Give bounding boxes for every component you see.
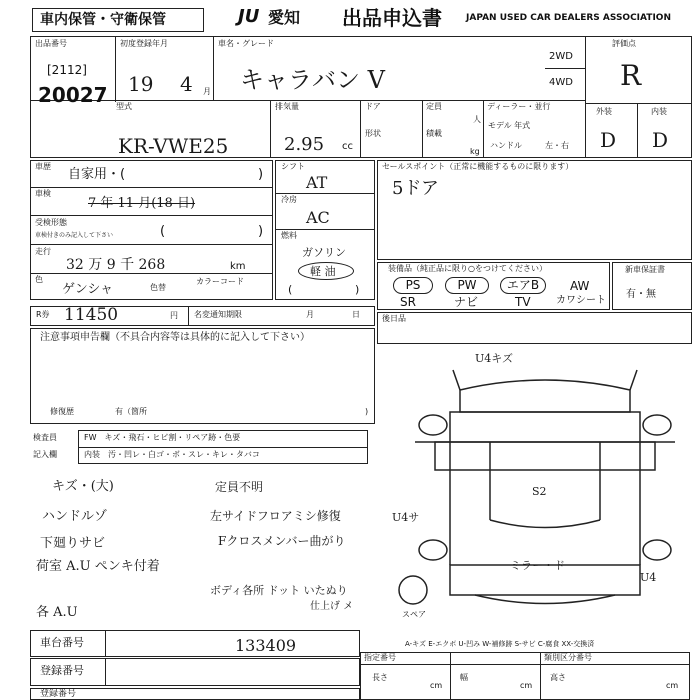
chassis-label: 車台番号 — [40, 636, 84, 649]
note-1: キズ・(大) — [52, 479, 114, 494]
dims-height: 高さ — [550, 673, 566, 682]
dims-class-label: 類別区分番号 — [544, 653, 592, 662]
first-reg-month: 4 — [180, 72, 193, 96]
first-reg-year: 19 — [128, 72, 154, 96]
drive-4wd: 4WD — [549, 77, 573, 88]
first-reg-label: 初度登録年月 — [120, 39, 168, 48]
type-label: 型式 — [116, 102, 132, 111]
model-name-value: キャラバン V — [240, 66, 385, 94]
brand-name: 愛知 — [268, 8, 301, 27]
reg-label: 登録番号 — [40, 689, 77, 699]
equip-sr: SR — [400, 295, 416, 309]
fuel-gas: ガソリン — [302, 246, 346, 259]
dims-width-unit: cm — [520, 681, 533, 690]
color-label: 色 — [35, 275, 43, 284]
fuel-open: ( — [288, 283, 293, 296]
note-r4: ボディ各所 ドット いたぬり — [210, 584, 348, 597]
dims-box — [360, 652, 690, 700]
diagram-side-label: U4サ — [392, 511, 420, 524]
dims-width: 幅 — [460, 673, 468, 682]
lot-number: 20027 — [38, 83, 108, 107]
reg-number-label: 登録番号 — [40, 664, 84, 677]
ext-value: D — [600, 128, 617, 152]
steering-label: ハンドル — [490, 141, 522, 150]
dealer-label: ディーラー・並行 — [487, 102, 551, 111]
note-r1: 定員不明 — [215, 480, 264, 494]
inspector-items: FW キズ・飛石・ヒビ割・リペア跡・色要 — [84, 433, 241, 442]
history-value: 自家用・( — [68, 167, 126, 182]
color-code-label: カラーコード — [196, 277, 244, 286]
kg-unit: kg — [470, 147, 480, 156]
note-r2: 左サイドフロアミシ修復 — [210, 509, 341, 523]
equip-tv: TV — [515, 295, 531, 309]
dims-height-unit: cm — [666, 681, 679, 690]
displacement-unit: cc — [342, 141, 353, 152]
damage-legend: A-キズ E-エクボ U-凹み W-補修跡 S-サビ C-腐食 XX-交換済 — [405, 640, 595, 648]
shaken-label: 車検 — [35, 189, 51, 198]
equip-navi: ナビ — [454, 295, 479, 309]
person-unit: 人 — [473, 115, 481, 124]
model-year-label: モデル 年式 — [488, 121, 531, 130]
reg-row-2 — [30, 688, 360, 700]
attention-label: 注意事項申告欄（不具合内容等は具体的に記入して下さい） — [40, 332, 310, 343]
diagram-top-label: U4キズ — [475, 352, 514, 365]
fuel-label: 燃料 — [281, 231, 297, 240]
dims-length: 長さ — [372, 673, 388, 682]
insurance-note: 車検付きのみ記入して下さい — [35, 232, 114, 239]
model-name-label: 車名・グレード — [218, 39, 274, 48]
insurance-label: 受検形態 — [35, 218, 67, 227]
ext-label: 外装 — [596, 107, 612, 116]
note-r3: Fクロスメンバー曲がり — [218, 534, 346, 548]
chassis-value: 133409 — [235, 636, 297, 655]
lot-label: 出品番号 — [35, 39, 67, 48]
type-value: KR-VWE25 — [118, 134, 229, 158]
entry-label: 記入欄 — [33, 450, 57, 459]
load-label: 積載 — [426, 129, 442, 138]
lot-small: [2112] — [47, 63, 87, 77]
shift-label: シフト — [281, 162, 305, 171]
mileage-unit: km — [230, 261, 246, 272]
note-2: ハンドルゾ — [42, 509, 108, 524]
aircon-label: 冷房 — [281, 195, 297, 204]
notify-label: 名変通知期限 — [194, 310, 242, 319]
aircon-value: AC — [306, 208, 330, 227]
steering-options: 左・右 — [545, 141, 569, 150]
grade-label: 評価点 — [612, 39, 636, 48]
history-label: 車歴 — [35, 162, 51, 171]
displacement-value: 2.95 — [284, 134, 325, 155]
note-5: 各 A.U — [36, 605, 78, 620]
equip-pw: PW — [445, 277, 489, 294]
equip-aw: AW — [570, 279, 590, 293]
ticket-label: R券 — [36, 310, 50, 319]
warranty-options: 有・無 — [626, 289, 656, 300]
history-close: ) — [258, 167, 264, 182]
equipment-label: 装備品（純正品に限り○をつけてください） — [388, 264, 547, 273]
insurance-open: ( — [160, 224, 166, 239]
later-docs-label: 後日品 — [382, 314, 406, 323]
shift-value: AT — [306, 173, 328, 192]
spare-tire — [399, 576, 427, 604]
shaken-value: 7 年 11 月(18 日) — [88, 196, 196, 211]
dims-length-unit: cm — [430, 681, 443, 690]
note-r5: 仕上げ メ — [310, 601, 354, 612]
storage-label: 車内保管・守衛保管 — [40, 12, 166, 28]
drive-2wd: 2WD — [549, 51, 573, 62]
brand-logo: JU — [238, 6, 260, 27]
repair-close: ) — [365, 407, 369, 416]
form-title: 出品申込書 — [342, 6, 442, 30]
notify-month: 月 — [306, 310, 314, 319]
equip-seat: カワシート — [556, 295, 606, 306]
color-kind-label: 色替 — [150, 283, 166, 292]
displacement-label: 排気量 — [275, 102, 299, 111]
note-3: 下廻りサビ — [40, 536, 106, 551]
diagram-right-label: U4 — [640, 571, 657, 584]
mileage-value: 32 万 9 千 268 — [66, 257, 166, 273]
diagram-center-label: S2 — [532, 485, 547, 498]
note-4: 荷室 A.U ペンキ付着 — [36, 559, 160, 574]
mileage-label: 走行 — [35, 247, 51, 256]
equip-airbag: エアB — [500, 277, 546, 294]
inspector-label: 検査員 — [33, 433, 57, 442]
selling-points-box — [377, 160, 692, 260]
selling-points-value: 5ドア — [392, 178, 439, 199]
ticket-value: 11450 — [64, 305, 119, 325]
int-label: 内装 — [651, 107, 667, 116]
spare-label: スペア — [402, 610, 426, 619]
first-reg-month-unit: 月 — [203, 87, 211, 96]
fuel-diesel: 軽 油 — [310, 265, 336, 278]
dims-head-label: 指定番号 — [364, 653, 396, 662]
repair-label: 修復歴 — [50, 407, 74, 416]
fuel-close: ) — [355, 283, 360, 296]
warranty-label: 新車保証書 — [625, 265, 665, 274]
diagram-left-label: ミラー・ド — [510, 559, 565, 572]
repair-value: 有（箇所 — [115, 407, 147, 416]
ticket-unit: 円 — [170, 311, 178, 320]
color-value: ゲンシャ — [62, 282, 114, 297]
capacity-label: 定員 — [426, 102, 442, 111]
selling-points-label: セールスポイント（正常に機能するものに限ります） — [382, 162, 574, 171]
shape-label: 形状 — [365, 129, 381, 138]
later-docs-box — [377, 312, 692, 344]
doors-label: ドア — [365, 102, 381, 111]
notify-day: 日 — [352, 310, 360, 319]
insurance-close: ) — [258, 224, 264, 239]
int-value: D — [652, 128, 669, 152]
grade-value: R — [620, 59, 642, 92]
equip-ps: PS — [393, 277, 433, 294]
association-name: JAPAN USED CAR DEALERS ASSOCIATION — [466, 13, 671, 23]
entry-items: 内装 汚・凹レ・白ゴ・ボ・スレ・キレ・タバコ — [84, 450, 260, 459]
